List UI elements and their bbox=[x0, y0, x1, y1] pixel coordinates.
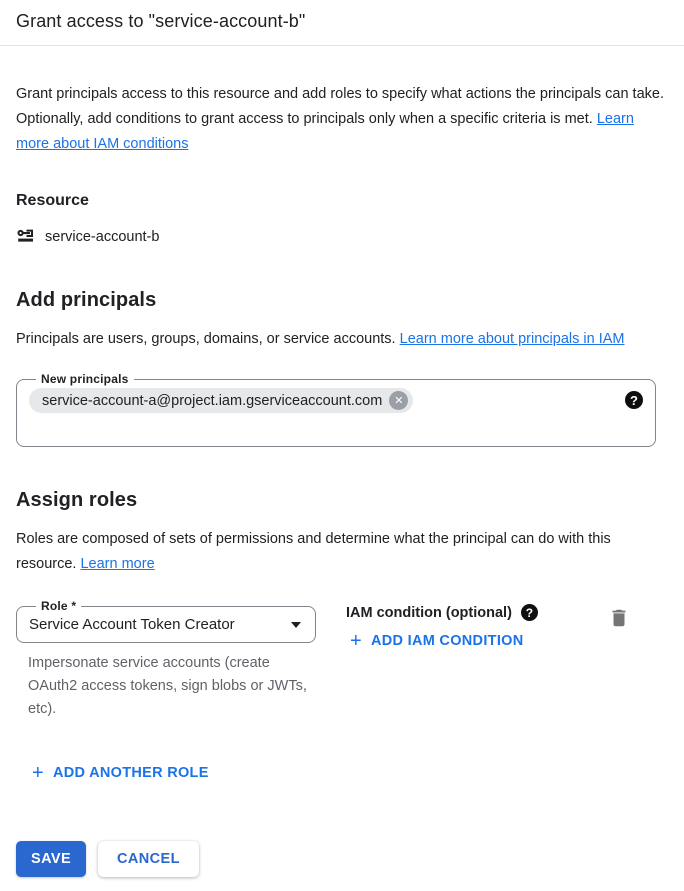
plus-icon: + bbox=[350, 630, 362, 652]
assign-roles-paragraph bbox=[16, 527, 668, 577]
add-iam-condition-label: ADD IAM CONDITION bbox=[370, 633, 524, 649]
dialog-title: Grant access to "service-account-b" bbox=[16, 11, 306, 31]
resource-row bbox=[16, 227, 668, 247]
assign-roles-heading: Assign roles bbox=[16, 489, 138, 511]
learn-more-principals-link[interactable]: Learn more about principals in IAM bbox=[399, 331, 625, 347]
new-principals-input-area[interactable] bbox=[29, 388, 643, 434]
iam-condition-label-row bbox=[346, 604, 538, 621]
plus-icon: + bbox=[32, 762, 44, 784]
add-principals-text: Principals are users, groups, domains, or service accounts. bbox=[16, 331, 396, 347]
principal-chip-text: service-account-a@project.iam.gserviceaccount.com bbox=[42, 392, 383, 409]
learn-more-roles-link[interactable]: Learn more bbox=[80, 556, 155, 572]
assign-roles-text: Roles are composed of sets of permissions and determine what the principal can do with this resource. bbox=[16, 531, 611, 572]
add-another-role-button[interactable] bbox=[28, 759, 213, 787]
new-principals-field[interactable] bbox=[16, 372, 656, 447]
intro-text: Grant principals access to this resource and add roles to specify what actions the principals can take. Optionally, add conditions to grant access to principals only when a specific criteria is met. bbox=[16, 86, 664, 127]
principal-chip bbox=[29, 388, 413, 413]
resource-name: service-account-b bbox=[45, 229, 160, 245]
role-selected-value: Service Account Token Creator bbox=[29, 616, 235, 633]
delete-role-button[interactable] bbox=[606, 605, 632, 634]
role-row bbox=[16, 599, 668, 721]
role-select-label: Role * bbox=[41, 599, 77, 613]
dropdown-arrow-icon bbox=[291, 622, 301, 628]
dialog-actions bbox=[16, 841, 668, 877]
learn-more-iam-conditions-link[interactable]: Learn more about IAM conditions bbox=[16, 111, 634, 152]
intro-paragraph bbox=[16, 82, 668, 157]
iam-condition-help-icon[interactable]: ? bbox=[521, 604, 538, 621]
add-principals-heading: Add principals bbox=[16, 289, 157, 311]
iam-condition-label: IAM condition (optional) bbox=[346, 604, 512, 621]
trash-icon bbox=[608, 617, 630, 632]
add-principals-paragraph bbox=[16, 327, 668, 352]
new-principals-label: New principals bbox=[41, 372, 129, 386]
role-select[interactable] bbox=[16, 599, 316, 643]
add-iam-condition-button[interactable] bbox=[346, 627, 528, 655]
delete-role-column bbox=[606, 599, 668, 721]
role-column bbox=[16, 599, 316, 721]
chip-remove-icon[interactable]: ✕ bbox=[389, 391, 408, 410]
cancel-button[interactable]: CANCEL bbox=[98, 841, 199, 877]
dialog-body bbox=[0, 82, 684, 877]
role-description: Impersonate service accounts (create OAuth2 access tokens, sign blobs or JWTs, etc). bbox=[28, 655, 307, 717]
iam-condition-column bbox=[346, 599, 538, 721]
dialog-header bbox=[0, 0, 684, 46]
principals-help-icon[interactable]: ? bbox=[625, 391, 643, 409]
resource-heading: Resource bbox=[16, 192, 89, 209]
save-button[interactable]: SAVE bbox=[16, 841, 86, 877]
service-account-icon bbox=[16, 227, 36, 247]
role-select-value-row[interactable] bbox=[29, 613, 303, 633]
add-another-role-label: ADD ANOTHER ROLE bbox=[52, 765, 209, 781]
